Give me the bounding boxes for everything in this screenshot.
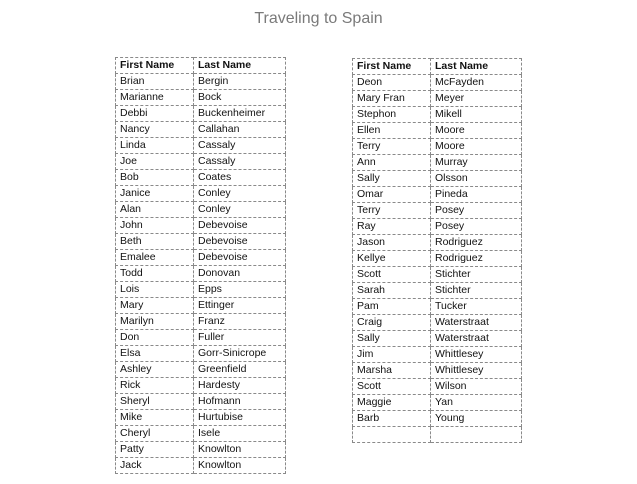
last-name-cell: Franz	[194, 314, 286, 330]
first-name-cell: Patty	[116, 442, 194, 458]
table-row	[116, 122, 286, 138]
first-name-cell: Sally	[353, 331, 431, 347]
last-name-cell: McFayden	[431, 75, 522, 91]
first-name-cell: Jack	[116, 458, 194, 474]
table-row	[116, 154, 286, 170]
first-name-cell: Barb	[353, 411, 431, 427]
last-name-cell: Debevoise	[194, 218, 286, 234]
first-name-cell: Bob	[116, 170, 194, 186]
first-name-cell: Todd	[116, 266, 194, 282]
first-name-cell: Omar	[353, 187, 431, 203]
last-name-cell: Wilson	[431, 379, 522, 395]
first-name-cell: Joe	[116, 154, 194, 170]
last-name-cell: Stichter	[431, 267, 522, 283]
last-name-cell: Hurtubise	[194, 410, 286, 426]
table-row	[116, 250, 286, 266]
last-name-cell: Waterstraat	[431, 331, 522, 347]
last-name-cell: Tucker	[431, 299, 522, 315]
table-row	[116, 442, 286, 458]
first-name-cell: Maggie	[353, 395, 431, 411]
first-name-cell: Terry	[353, 139, 431, 155]
first-name-cell: Rick	[116, 378, 194, 394]
table-row	[353, 219, 522, 235]
first-name-cell: Jim	[353, 347, 431, 363]
first-name-cell: Brian	[116, 74, 194, 90]
table-row	[116, 346, 286, 362]
first-name-cell: Pam	[353, 299, 431, 315]
table-row	[353, 315, 522, 331]
table-row	[353, 411, 522, 427]
last-name-cell: Meyer	[431, 91, 522, 107]
table-row	[116, 330, 286, 346]
table-row	[353, 123, 522, 139]
last-name-cell: Fuller	[194, 330, 286, 346]
first-name-cell: Terry	[353, 203, 431, 219]
first-name-cell: John	[116, 218, 194, 234]
table-row	[116, 170, 286, 186]
first-name-cell: Scott	[353, 267, 431, 283]
column-header-last-name: Last Name	[194, 58, 286, 74]
last-name-cell: Knowlton	[194, 458, 286, 474]
last-name-cell: Murray	[431, 155, 522, 171]
last-name-cell: Rodriguez	[431, 235, 522, 251]
table-row	[116, 378, 286, 394]
last-name-cell: Yan	[431, 395, 522, 411]
table-row	[353, 139, 522, 155]
column-header-first-name: First Name	[116, 58, 194, 74]
last-name-cell: Cassaly	[194, 138, 286, 154]
table-row	[353, 107, 522, 123]
last-name-cell: Hofmann	[194, 394, 286, 410]
table-row	[353, 331, 522, 347]
first-name-cell: Marianne	[116, 90, 194, 106]
first-name-cell: Emalee	[116, 250, 194, 266]
first-name-cell: Sally	[353, 171, 431, 187]
first-name-cell: Don	[116, 330, 194, 346]
table-row	[116, 298, 286, 314]
column-header-first-name: First Name	[353, 59, 431, 75]
table-row	[353, 299, 522, 315]
last-name-cell: Cassaly	[194, 154, 286, 170]
last-name-cell: Donovan	[194, 266, 286, 282]
last-name-cell: Knowlton	[194, 442, 286, 458]
last-name-cell: Bock	[194, 90, 286, 106]
last-name-cell: Moore	[431, 139, 522, 155]
last-name-cell: Whittlesey	[431, 347, 522, 363]
last-name-cell: Young	[431, 411, 522, 427]
last-name-cell: Waterstraat	[431, 315, 522, 331]
first-name-cell: Cheryl	[116, 426, 194, 442]
last-name-cell: Conley	[194, 202, 286, 218]
last-name-cell: Posey	[431, 219, 522, 235]
last-name-cell: Mikell	[431, 107, 522, 123]
table-row	[353, 251, 522, 267]
last-name-cell: Coates	[194, 170, 286, 186]
last-name-cell	[431, 427, 522, 443]
last-name-cell: Bergin	[194, 74, 286, 90]
last-name-cell: Epps	[194, 282, 286, 298]
first-name-cell: Ellen	[353, 123, 431, 139]
first-name-cell: Craig	[353, 315, 431, 331]
table-row	[353, 155, 522, 171]
last-name-cell: Olsson	[431, 171, 522, 187]
table-row	[116, 234, 286, 250]
table-row	[353, 267, 522, 283]
table-row	[116, 458, 286, 474]
last-name-cell: Hardesty	[194, 378, 286, 394]
column-header-last-name: Last Name	[431, 59, 522, 75]
last-name-cell: Isele	[194, 426, 286, 442]
table-row	[353, 347, 522, 363]
last-name-cell: Ettinger	[194, 298, 286, 314]
first-name-cell: Kellye	[353, 251, 431, 267]
table-row	[116, 410, 286, 426]
table-row	[116, 218, 286, 234]
first-name-cell: Lois	[116, 282, 194, 298]
first-name-cell: Marilyn	[116, 314, 194, 330]
table-row	[353, 283, 522, 299]
table-row	[353, 395, 522, 411]
first-name-cell: Mike	[116, 410, 194, 426]
last-name-cell: Callahan	[194, 122, 286, 138]
table-row	[353, 91, 522, 107]
table-row	[116, 138, 286, 154]
first-name-cell: Beth	[116, 234, 194, 250]
table-row	[353, 171, 522, 187]
first-name-cell: Ashley	[116, 362, 194, 378]
table-row	[116, 314, 286, 330]
table-row	[116, 106, 286, 122]
first-name-cell: Sarah	[353, 283, 431, 299]
last-name-cell: Pineda	[431, 187, 522, 203]
last-name-cell: Buckenheimer	[194, 106, 286, 122]
table-header-row	[353, 59, 522, 75]
table-row	[353, 379, 522, 395]
table-row	[353, 203, 522, 219]
table-row	[116, 362, 286, 378]
first-name-cell: Debbi	[116, 106, 194, 122]
table-row	[353, 427, 522, 443]
first-name-cell: Nancy	[116, 122, 194, 138]
first-name-cell: Scott	[353, 379, 431, 395]
last-name-cell: Conley	[194, 186, 286, 202]
first-name-cell: Elsa	[116, 346, 194, 362]
first-name-cell: Sheryl	[116, 394, 194, 410]
names-table-left	[115, 57, 286, 474]
table-row	[116, 426, 286, 442]
first-name-cell: Mary Fran	[353, 91, 431, 107]
first-name-cell: Ann	[353, 155, 431, 171]
table-row	[116, 282, 286, 298]
first-name-cell: Mary	[116, 298, 194, 314]
last-name-cell: Whittlesey	[431, 363, 522, 379]
last-name-cell: Rodriguez	[431, 251, 522, 267]
first-name-cell: Linda	[116, 138, 194, 154]
table-row	[353, 363, 522, 379]
table-row	[116, 266, 286, 282]
table-row	[353, 235, 522, 251]
table-row	[116, 186, 286, 202]
table-header-row	[116, 58, 286, 74]
last-name-cell: Debevoise	[194, 234, 286, 250]
table-row	[116, 202, 286, 218]
last-name-cell: Stichter	[431, 283, 522, 299]
first-name-cell: Marsha	[353, 363, 431, 379]
first-name-cell: Janice	[116, 186, 194, 202]
last-name-cell: Posey	[431, 203, 522, 219]
first-name-cell: Stephon	[353, 107, 431, 123]
first-name-cell: Ray	[353, 219, 431, 235]
first-name-cell: Alan	[116, 202, 194, 218]
first-name-cell	[353, 427, 431, 443]
names-table-right	[352, 58, 522, 443]
last-name-cell: Debevoise	[194, 250, 286, 266]
table-row	[116, 90, 286, 106]
table-row	[353, 187, 522, 203]
first-name-cell: Deon	[353, 75, 431, 91]
last-name-cell: Moore	[431, 123, 522, 139]
page-title: Traveling to Spain	[254, 10, 383, 27]
last-name-cell: Gorr-Sinicrope	[194, 346, 286, 362]
table-row	[116, 394, 286, 410]
last-name-cell: Greenfield	[194, 362, 286, 378]
table-row	[353, 75, 522, 91]
table-row	[116, 74, 286, 90]
first-name-cell: Jason	[353, 235, 431, 251]
